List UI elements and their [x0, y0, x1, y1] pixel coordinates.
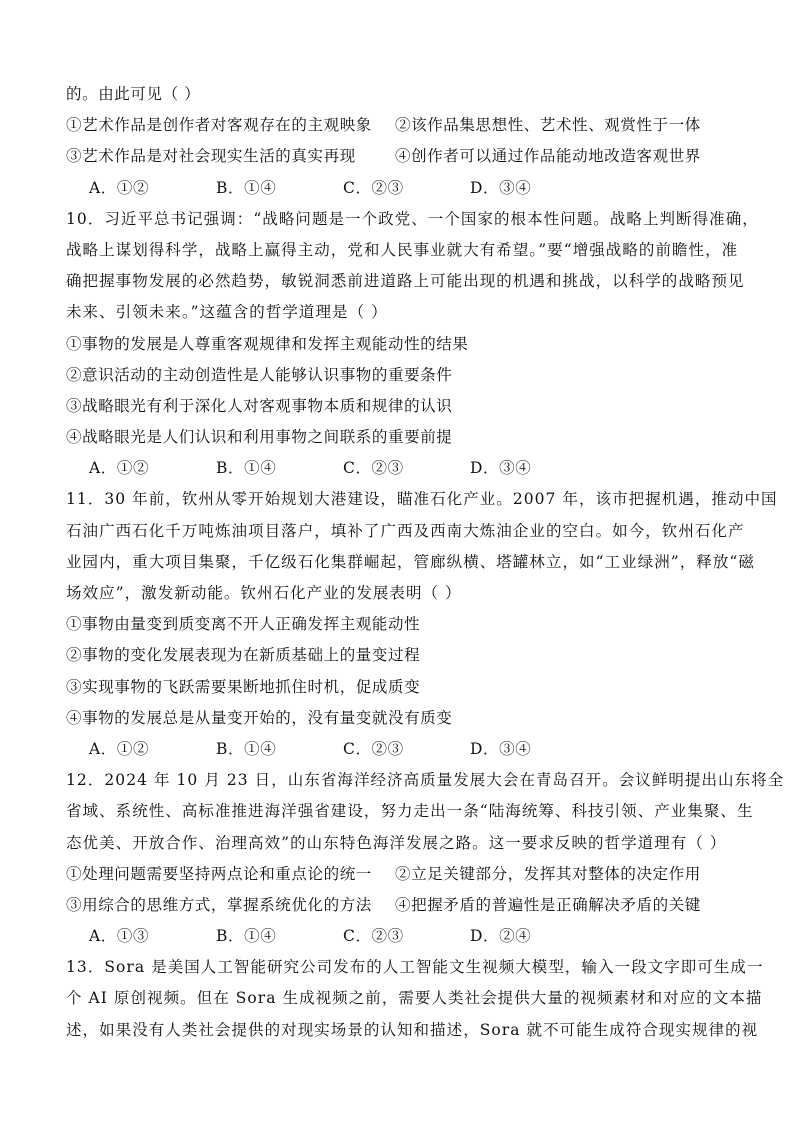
q9-option-a[interactable]: A．①②	[89, 178, 150, 197]
q12-option-d[interactable]: D．②④	[470, 927, 532, 946]
q11-answer-options	[66, 734, 736, 765]
q9-statement-row	[66, 141, 736, 172]
q12-statement-row	[66, 859, 736, 890]
q9-stem-tail: 的。由此可见（ ）	[66, 85, 201, 103]
q12-stem-line: 态优美、开放合作、治理高效”的山东特色海洋发展之路。这一要求反映的哲学道理有（ ）	[66, 833, 727, 852]
q13-stem-line: 个 AI 原创视频。但在 Sora 生成视频之前，需要人类社会提供大量的视频素材和对应的文本描	[66, 989, 763, 1008]
q12-option-c[interactable]: C．②③	[343, 927, 404, 946]
q10-stem-line: 战略上谋划得科学，战略上赢得主动，党和人民事业就大有希望。”要“增强战略的前瞻性，准	[66, 240, 739, 259]
q13-stem-line: 13．Sora 是美国人工智能研究公司发布的人工智能文生视频大模型，输入一段文字即可生成一	[66, 958, 764, 977]
q11-option-a[interactable]: A．①②	[89, 739, 150, 758]
q9-option-c[interactable]: C．②③	[343, 178, 404, 197]
q10-option-c[interactable]: C．②③	[343, 459, 404, 478]
q12-statement-2: ②立足关键部分，发挥其对整体的决定作用	[395, 864, 701, 883]
q12-answer-options	[66, 921, 736, 952]
exam-page	[66, 79, 785, 1046]
q9-statement-3: ③艺术作品是对社会现实生活的真实再现	[66, 147, 356, 166]
q9-answer-options	[66, 173, 736, 204]
q12-statement-1: ①处理问题需要坚持两点论和重点论的统一	[66, 864, 372, 883]
q10-stem-line: 确把握事物发展的必然趋势，敏锐洞悉前进道路上可能出现的机遇和挑战，以科学的战略预见	[66, 272, 745, 291]
q12-option-a[interactable]: A．①③	[89, 927, 150, 946]
q10-statement-3: ③战略眼光有利于深化人对客观事物本质和规律的认识	[66, 396, 453, 415]
q10-option-b[interactable]: B．①④	[216, 459, 277, 478]
q10-option-d[interactable]: D．③④	[470, 459, 532, 478]
q12-option-b[interactable]: B．①④	[216, 927, 277, 946]
q11-statement-1: ①事物由量变到质变离不开人正确发挥主观能动性	[66, 615, 421, 634]
q10-stem-line: 10．习近平总书记强调：“战略问题是一个政党、一个国家的根本性问题。战略上判断得准确，	[66, 209, 759, 228]
q11-option-d[interactable]: D．③④	[470, 739, 532, 758]
q12-statement-3: ③用综合的思维方式，掌握系统优化的方法	[66, 895, 372, 914]
q10-statement-2: ②意识活动的主动创造性是人能够认识事物的重要条件	[66, 365, 453, 384]
q9-statement-4: ④创作者可以通过作品能动地改造客观世界	[395, 147, 701, 166]
q11-option-b[interactable]: B．①④	[216, 739, 277, 758]
q9-option-d[interactable]: D．③④	[470, 178, 532, 197]
q10-option-a[interactable]: A．①②	[89, 459, 150, 478]
q11-statement-2: ②事物的变化发展表现为在新质基础上的量变过程	[66, 646, 421, 665]
q12-statement-4: ④把握矛盾的普遍性是正确解决矛盾的关键	[395, 895, 701, 914]
q11-stem-line: 11．30 年前，钦州从零开始规划大港建设，瞄准石化产业。2007 年，该市把握机遇，推动中国	[66, 490, 778, 509]
q10-stem-line: 未来、引领未来。”这蕴含的哲学道理是（ ）	[66, 303, 388, 322]
q10-statement-1: ①事物的发展是人尊重客观规律和发挥主观能动性的结果	[66, 334, 469, 353]
q9-statement-2: ②该作品集思想性、艺术性、观赏性于一体	[395, 116, 701, 135]
q11-statement-3: ③实现事物的飞跃需要果断地抓住时机，促成质变	[66, 677, 421, 696]
q11-statement-4: ④事物的发展总是从量变开始的，没有量变就没有质变	[66, 708, 453, 727]
q9-option-b[interactable]: B．①④	[216, 178, 277, 197]
q11-option-c[interactable]: C．②③	[343, 739, 404, 758]
q11-stem-line: 场效应”，激发新动能。钦州石化产业的发展表明（ ）	[66, 584, 462, 602]
q12-stem-line: 12．2024 年 10 月 23 日，山东省海洋经济高质量发展大会在青岛召开。会议鲜明提出山东将全	[66, 771, 785, 790]
q11-stem-line: 石油广西石化千万吨炼油项目落户，填补了广西及西南大炼油企业的空白。如今，钦州石化产	[66, 521, 745, 540]
q12-statement-row	[66, 890, 736, 921]
q12-stem-line: 省域、系统性、高标准推进海洋强省建设，努力走出一条“陆海统筹、科技引领、产业集聚、生	[66, 802, 754, 821]
q9-statement-row	[66, 110, 736, 141]
q11-stem-line: 业园内，重大项目集聚，千亿级石化集群崛起，管廊纵横、塔罐林立，如“工业绿洲”，释放“磁	[66, 552, 755, 571]
q13-stem-line: 述，如果没有人类社会提供的对现实场景的认知和描述，Sora 就不可能生成符合现实规律的视	[66, 1020, 759, 1039]
q10-statement-4: ④战略眼光是人们认识和利用事物之间联系的重要前提	[66, 428, 453, 447]
q9-statement-1: ①艺术作品是创作者对客观存在的主观映象	[66, 116, 372, 135]
q10-answer-options	[66, 453, 736, 484]
